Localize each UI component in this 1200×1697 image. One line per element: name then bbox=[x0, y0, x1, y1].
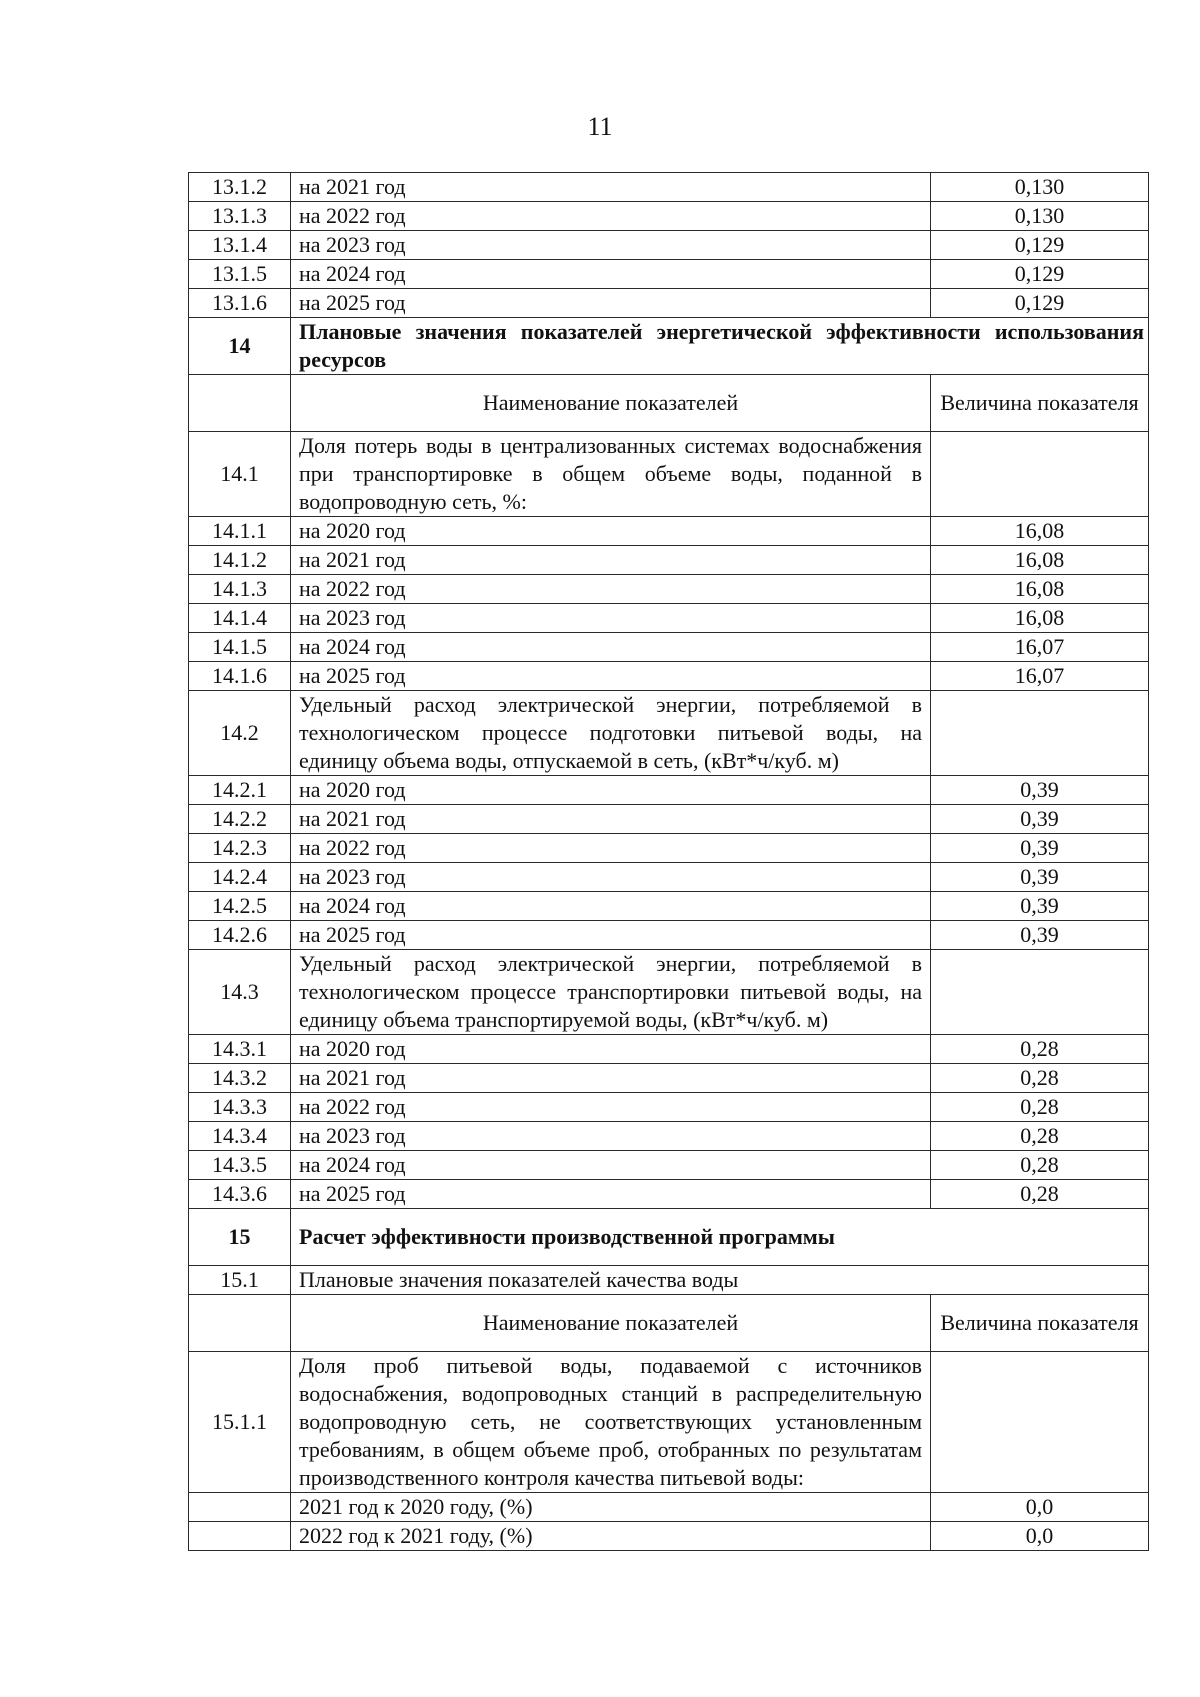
row-value: 0,130 bbox=[931, 173, 1149, 202]
row-number: 14.3.3 bbox=[189, 1093, 291, 1122]
row-name: 2022 год к 2021 году, (%) bbox=[291, 1522, 931, 1551]
row-number: 14.3.4 bbox=[189, 1122, 291, 1151]
table-row bbox=[189, 231, 1149, 260]
subsection-number: 15.1 bbox=[189, 1266, 291, 1295]
row-number: 14.3 bbox=[189, 950, 291, 1035]
column-header-name: Наименование показателей bbox=[291, 375, 931, 432]
row-value bbox=[931, 432, 1149, 517]
row-value: 0,28 bbox=[931, 1035, 1149, 1064]
row-value: 0,129 bbox=[931, 289, 1149, 318]
section-title: Плановые значения показателей энергетической эффективности использования ресурсов bbox=[291, 318, 1149, 375]
column-header-name: Наименование показателей bbox=[291, 1295, 931, 1352]
row-name: на 2021 год bbox=[291, 546, 931, 575]
section-row bbox=[189, 1209, 1149, 1266]
row-number: 14.1.3 bbox=[189, 575, 291, 604]
table-row bbox=[189, 834, 1149, 863]
row-number: 15.1.1 bbox=[189, 1352, 291, 1493]
row-value: 0,39 bbox=[931, 863, 1149, 892]
row-value: 16,08 bbox=[931, 517, 1149, 546]
row-value: 0,39 bbox=[931, 834, 1149, 863]
row-name: на 2023 год bbox=[291, 231, 931, 260]
table-row bbox=[189, 1493, 1149, 1522]
row-name: на 2025 год bbox=[291, 921, 931, 950]
table-row bbox=[189, 1151, 1149, 1180]
table-row bbox=[189, 202, 1149, 231]
row-number: 14.2.5 bbox=[189, 892, 291, 921]
table-row bbox=[189, 1093, 1149, 1122]
row-number: 14.1 bbox=[189, 432, 291, 517]
table-row bbox=[189, 776, 1149, 805]
row-name: на 2021 год bbox=[291, 1064, 931, 1093]
column-header-row bbox=[189, 375, 1149, 432]
subsection-row bbox=[189, 1266, 1149, 1295]
row-number: 14.1.2 bbox=[189, 546, 291, 575]
row-value: 0,129 bbox=[931, 231, 1149, 260]
table-row bbox=[189, 575, 1149, 604]
row-value: 0,28 bbox=[931, 1064, 1149, 1093]
row-name: на 2023 год bbox=[291, 1122, 931, 1151]
table-row bbox=[189, 805, 1149, 834]
row-number bbox=[189, 1493, 291, 1522]
row-name: на 2024 год bbox=[291, 892, 931, 921]
row-number: 14.2.4 bbox=[189, 863, 291, 892]
row-number: 14.1.5 bbox=[189, 633, 291, 662]
row-value: 0,0 bbox=[931, 1493, 1149, 1522]
row-value: 0,39 bbox=[931, 776, 1149, 805]
row-name: на 2023 год bbox=[291, 863, 931, 892]
indicator-description-row bbox=[189, 432, 1149, 517]
table-row bbox=[189, 173, 1149, 202]
row-value bbox=[931, 691, 1149, 776]
row-number: 14.1.6 bbox=[189, 662, 291, 691]
row-number: 14.2.3 bbox=[189, 834, 291, 863]
row-name: на 2020 год bbox=[291, 517, 931, 546]
row-name: на 2024 год bbox=[291, 633, 931, 662]
table-row bbox=[189, 604, 1149, 633]
row-number: 14.2 bbox=[189, 691, 291, 776]
row-name: на 2022 год bbox=[291, 1093, 931, 1122]
row-name: 2021 год к 2020 году, (%) bbox=[291, 1493, 931, 1522]
row-value bbox=[931, 950, 1149, 1035]
subsection-title: Плановые значения показателей качества воды bbox=[291, 1266, 1149, 1295]
table-row bbox=[189, 1522, 1149, 1551]
table-row bbox=[189, 289, 1149, 318]
row-name: на 2022 год bbox=[291, 834, 931, 863]
indicators-table bbox=[188, 172, 1149, 1551]
column-header-value: Величина показателя bbox=[931, 375, 1149, 432]
table-row bbox=[189, 633, 1149, 662]
header-empty-cell bbox=[189, 1295, 291, 1352]
row-name: на 2022 год bbox=[291, 575, 931, 604]
table-row bbox=[189, 863, 1149, 892]
column-header-row bbox=[189, 1295, 1149, 1352]
section-row bbox=[189, 318, 1149, 375]
row-number: 14.1.1 bbox=[189, 517, 291, 546]
row-number: 13.1.5 bbox=[189, 260, 291, 289]
row-name: на 2025 год bbox=[291, 289, 931, 318]
row-name: на 2023 год bbox=[291, 604, 931, 633]
row-name: на 2020 год bbox=[291, 1035, 931, 1064]
indicator-description-row bbox=[189, 691, 1149, 776]
row-number: 14.3.5 bbox=[189, 1151, 291, 1180]
indicator-description-row bbox=[189, 950, 1149, 1035]
indicator-description: Удельный расход электрической энергии, потребляемой в технологическом процессе транспортировки питьевой воды, на единицу объема транспортируемой воды, (кВт*ч/куб. м) bbox=[291, 950, 931, 1035]
column-header-value: Величина показателя bbox=[931, 1295, 1149, 1352]
row-name: на 2022 год bbox=[291, 202, 931, 231]
row-name: на 2024 год bbox=[291, 1151, 931, 1180]
row-number: 14.2.2 bbox=[189, 805, 291, 834]
table-row bbox=[189, 1180, 1149, 1209]
row-value: 16,08 bbox=[931, 575, 1149, 604]
section-number: 14 bbox=[189, 318, 291, 375]
table-row bbox=[189, 546, 1149, 575]
row-value: 0,39 bbox=[931, 892, 1149, 921]
row-value bbox=[931, 1352, 1149, 1493]
indicator-description: Удельный расход электрической энергии, потребляемой в технологическом процессе подготовки питьевой воды, на единицу объема воды, отпускаемой в сеть, (кВт*ч/куб. м) bbox=[291, 691, 931, 776]
row-number: 13.1.4 bbox=[189, 231, 291, 260]
row-value: 0,39 bbox=[931, 805, 1149, 834]
indicator-description-row bbox=[189, 1352, 1149, 1493]
header-empty-cell bbox=[189, 375, 291, 432]
row-value: 16,07 bbox=[931, 633, 1149, 662]
row-value: 16,07 bbox=[931, 662, 1149, 691]
row-value: 0,28 bbox=[931, 1122, 1149, 1151]
table-row bbox=[189, 921, 1149, 950]
section-title: Расчет эффективности производственной программы bbox=[291, 1209, 1149, 1266]
row-number: 13.1.2 bbox=[189, 173, 291, 202]
indicator-description: Доля проб питьевой воды, подаваемой с источников водоснабжения, водопроводных станций в распределительную водопроводную сеть, не соответствующих установленным требованиям, в общем объеме проб, отобранных по результатам производственного контроля качества питьевой воды: bbox=[291, 1352, 931, 1493]
table-row bbox=[189, 1122, 1149, 1151]
row-value: 0,28 bbox=[931, 1093, 1149, 1122]
row-number: 14.3.2 bbox=[189, 1064, 291, 1093]
table-row bbox=[189, 1035, 1149, 1064]
row-value: 16,08 bbox=[931, 546, 1149, 575]
row-number bbox=[189, 1522, 291, 1551]
row-name: на 2025 год bbox=[291, 1180, 931, 1209]
row-name: на 2021 год bbox=[291, 805, 931, 834]
table-row bbox=[189, 260, 1149, 289]
row-value: 0,39 bbox=[931, 921, 1149, 950]
row-value: 0,28 bbox=[931, 1151, 1149, 1180]
row-value: 0,130 bbox=[931, 202, 1149, 231]
table-row bbox=[189, 662, 1149, 691]
row-name: на 2025 год bbox=[291, 662, 931, 691]
row-value: 0,129 bbox=[931, 260, 1149, 289]
row-name: на 2021 год bbox=[291, 173, 931, 202]
page-number: 11 bbox=[587, 112, 613, 141]
row-value: 0,28 bbox=[931, 1180, 1149, 1209]
row-number: 14.2.6 bbox=[189, 921, 291, 950]
section-number: 15 bbox=[189, 1209, 291, 1266]
row-number: 14.3.6 bbox=[189, 1180, 291, 1209]
row-number: 14.1.4 bbox=[189, 604, 291, 633]
table-row bbox=[189, 517, 1149, 546]
row-name: на 2024 год bbox=[291, 260, 931, 289]
row-name: на 2020 год bbox=[291, 776, 931, 805]
table-row bbox=[189, 1064, 1149, 1093]
row-value: 0,0 bbox=[931, 1522, 1149, 1551]
table-row bbox=[189, 892, 1149, 921]
row-number: 13.1.3 bbox=[189, 202, 291, 231]
row-number: 14.2.1 bbox=[189, 776, 291, 805]
row-value: 16,08 bbox=[931, 604, 1149, 633]
row-number: 14.3.1 bbox=[189, 1035, 291, 1064]
indicator-description: Доля потерь воды в централизованных системах водоснабжения при транспортировке в общем объеме воды, поданной в водопроводную сеть, %: bbox=[291, 432, 931, 517]
row-number: 13.1.6 bbox=[189, 289, 291, 318]
